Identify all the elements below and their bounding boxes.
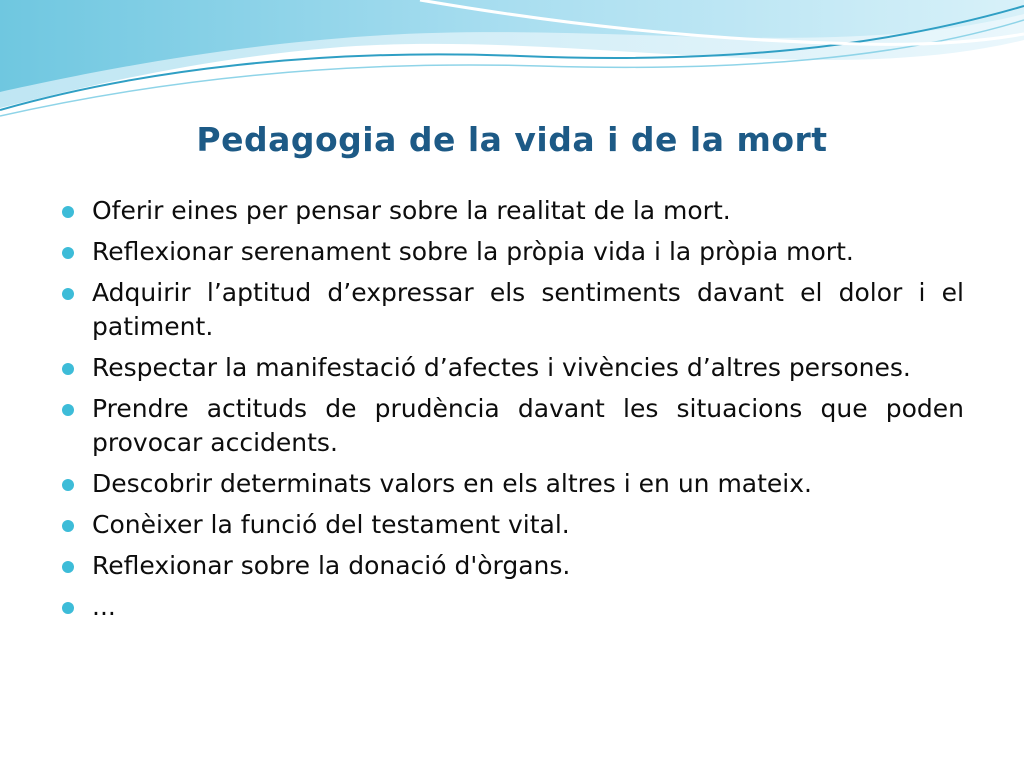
bullet-text: Reflexionar sobre la donació d'òrgans. — [92, 551, 571, 580]
bullet-text: Descobrir determinats valors en els altres i en un mateix. — [92, 469, 812, 498]
bullet-item — [62, 508, 964, 542]
bullet-dot-icon — [62, 288, 74, 300]
bullet-text: Adquirir l’aptitud d’expressar els sentiments davant el dolor i el patiment. — [92, 278, 964, 341]
bullet-dot-icon — [62, 520, 74, 532]
bullet-text: Respectar la manifestació d’afectes i vivències d’altres persones. — [92, 353, 911, 382]
bullet-text: ... — [92, 592, 116, 621]
bullet-text: Oferir eines per pensar sobre la realitat de la mort. — [92, 196, 731, 225]
bullet-dot-icon — [62, 206, 74, 218]
bullet-item — [62, 351, 964, 385]
bullet-text: Prendre actituds de prudència davant les situacions que poden provocar accidents. — [92, 394, 964, 457]
bullet-item — [62, 392, 964, 460]
bullet-dot-icon — [62, 404, 74, 416]
bullet-item — [62, 276, 964, 344]
wave-header-decoration — [0, 0, 1024, 140]
bullet-text: Conèixer la funció del testament vital. — [92, 510, 570, 539]
bullet-item — [62, 235, 964, 269]
slide-title: Pedagogia de la vida i de la mort — [196, 120, 828, 159]
bullet-item — [62, 549, 964, 583]
bullet-text: Reflexionar serenament sobre la pròpia vida i la pròpia mort. — [92, 237, 854, 266]
bullet-dot-icon — [62, 247, 74, 259]
bullet-dot-icon — [62, 479, 74, 491]
bullet-dot-icon — [62, 602, 74, 614]
bullet-item — [62, 590, 964, 624]
bullet-dot-icon — [62, 363, 74, 375]
bullet-item — [62, 467, 964, 501]
bullet-dot-icon — [62, 561, 74, 573]
bullet-item — [62, 194, 964, 228]
bullet-list — [62, 194, 964, 631]
